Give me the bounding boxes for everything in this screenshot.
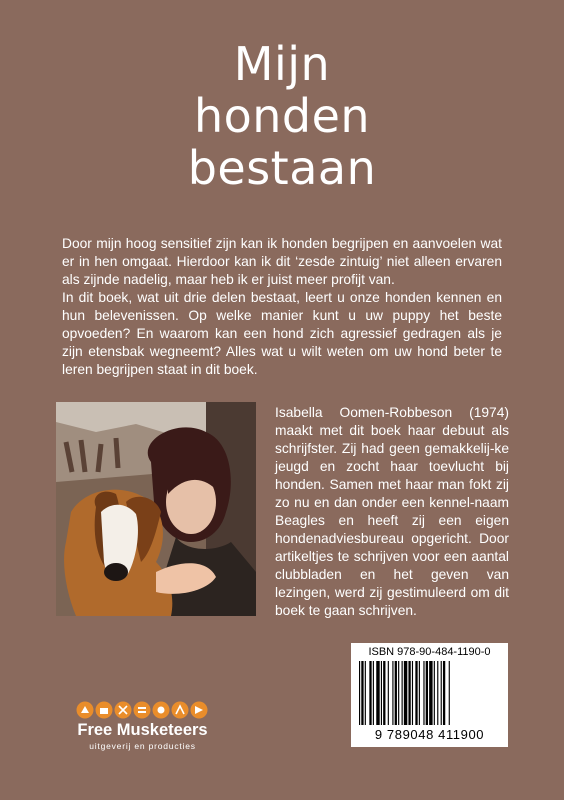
barcode-bar <box>381 661 382 725</box>
barcode-bar <box>395 661 397 725</box>
publisher-name: Free Musketeers <box>77 721 208 739</box>
author-photo <box>56 402 256 616</box>
barcode-bar <box>443 661 445 725</box>
barcode-bar <box>404 661 407 725</box>
book-title <box>0 38 564 194</box>
author-with-beagle-image <box>56 402 256 616</box>
title-line-3: bestaan <box>187 141 377 195</box>
barcode-bar <box>437 661 438 725</box>
barcode-bar <box>373 661 374 725</box>
barcode-bar <box>429 661 432 725</box>
barcode-bar <box>434 661 435 725</box>
blurb-paragraph-1: Door mijn hoog sensitief zijn kan ik honden begrijpen en aanvoelen wat er in hen omgaat. Hierdoor kan ik dit ‘zesde zintuig’ niet alleen ervaren als zijnde nadelig, maar heb ik er juist meer profijt van. <box>62 236 502 287</box>
publisher-logo <box>55 700 230 750</box>
barcode-bar <box>426 661 428 725</box>
barcode-bar <box>423 661 424 725</box>
barcode-bar <box>412 661 413 725</box>
isbn-barcode <box>351 643 508 747</box>
barcode-bar <box>398 661 399 725</box>
barcode-bar <box>449 661 450 725</box>
barcode-bar <box>392 661 393 725</box>
author-bio: Isabella Oomen-Robbeson (1974) maakt met dit boek haar debuut als schrijfster. Zij had geen gemakkelij-ke jeugd en zocht haar toevlucht bij honden. Samen met haar man fokt zij zo nu en dan onder een kennel-naam Beagles en heeft zij een eigen hondenadviesbureau opgericht. Door artikeltjes te schrijven voor een aantal clubbladen en het geven van lezingen, werd zij gestimuleerd om dit boek te gaan schrijven. <box>275 405 509 618</box>
barcode-bar <box>415 661 417 725</box>
barcode-bar <box>361 661 363 725</box>
barcode-bar <box>402 661 403 725</box>
barcode-bar <box>408 661 410 725</box>
back-cover-blurb <box>62 235 502 379</box>
barcode-bar <box>359 661 360 725</box>
blurb-paragraph-2: In dit boek, wat uit drie delen bestaat, leert u onze honden kennen en hun belevenissen. Op welke manier kunt u uw puppy het beste opvoeden? En waarom kan een hond zich agressief gedragen als je zijn etensbak wegneemt? Alles wat u wilt weten om uw hond beter te leren begrijpen staat in dit boek. <box>62 290 502 377</box>
barcode-bar <box>369 661 371 725</box>
barcode-digits: 9 789048 411900 <box>374 727 485 742</box>
barcode-bar <box>419 661 420 725</box>
barcode-bar <box>383 661 385 725</box>
title-line-1: Mijn <box>233 37 331 91</box>
isbn-label: ISBN 978-90-484-1190-0 <box>368 646 491 658</box>
barcode-bar <box>441 661 442 725</box>
barcode-bars <box>357 661 502 727</box>
title-line-2: honden <box>193 89 371 143</box>
barcode-bar <box>365 661 366 725</box>
logo-icon-row <box>75 700 210 720</box>
barcode-bar <box>388 661 389 725</box>
publisher-tagline: uitgeverij en producties <box>89 741 196 751</box>
barcode-bar <box>376 661 379 725</box>
